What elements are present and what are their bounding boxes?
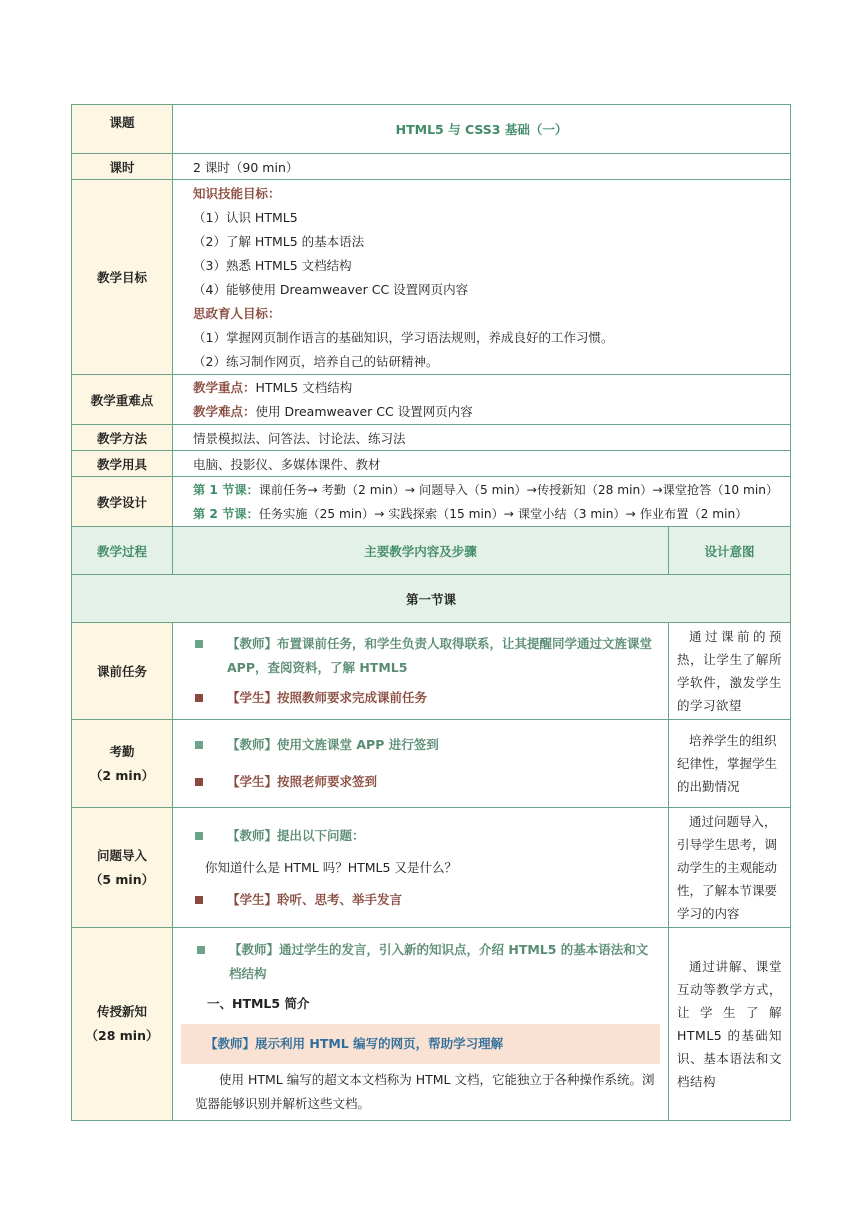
difficulty-value: 使用 Dreamweaver CC 设置网页内容	[255, 403, 473, 419]
square-bullet-icon	[195, 896, 203, 904]
section-title: 第一节课	[72, 575, 791, 623]
pre-task-label: 课前任务	[72, 623, 173, 720]
row-topic	[72, 105, 791, 154]
tools-value: 电脑、投影仪、多媒体课件、教材	[173, 451, 791, 477]
row-tools	[72, 451, 791, 477]
new-knowledge-content	[173, 928, 669, 1121]
attendance-intent: 培养学生的组织纪律性，掌握学生的出勤情况	[669, 720, 791, 808]
intro-content	[173, 808, 669, 928]
intro-intent: 通过问题导入，引导学生思考，调动学生的主观能动性，了解本节课要学习的内容	[669, 808, 791, 928]
key-points-label: 教学重难点	[72, 375, 173, 425]
knowledge-item: （1）认识 HTML5	[193, 210, 298, 225]
section-subheading: 一、HTML5 简介	[207, 996, 310, 1011]
knowledge-item: （4）能够使用 Dreamweaver CC 设置网页内容	[193, 282, 469, 297]
design-label: 教学设计	[72, 477, 173, 527]
attendance-label-cell	[72, 720, 173, 808]
student-item: 【学生】按照教师要求完成课前任务	[193, 686, 668, 710]
design-content	[173, 477, 791, 527]
square-bullet-icon	[195, 778, 203, 786]
ideology-item: （1）掌握网页制作语言的基础知识，学习语法规则，养成良好的工作习惯。	[193, 330, 614, 345]
attendance-content	[173, 720, 669, 808]
teacher-item: 【教师】布置课前任务，和学生负责人取得联系，让其提醒同学通过文旌课堂 APP，查阅资料，了解 HTML5	[193, 632, 668, 680]
knowledge-heading: 知识技能目标：	[193, 186, 281, 201]
hours-value: 2 课时（90 min）	[173, 154, 791, 180]
row-key-points	[72, 375, 791, 425]
lesson-plan-table	[71, 104, 791, 1121]
row-pre-task	[72, 623, 791, 720]
objectives-label: 教学目标	[72, 180, 173, 375]
hours-label: 课时	[72, 154, 173, 180]
teacher-banner: 【教师】展示利用 HTML 编写的网页，帮助学习理解	[181, 1024, 660, 1064]
page-title: HTML5 与 CSS3 基础（一）	[173, 105, 791, 154]
new-knowledge-time: （28 min）	[85, 1028, 159, 1043]
row-design	[72, 477, 791, 527]
key-label: 教学重点：	[193, 379, 256, 395]
knowledge-item: （3）熟悉 HTML5 文档结构	[193, 258, 352, 273]
process-header-col3: 设计意图	[669, 527, 791, 575]
intro-label: 问题导入	[96, 847, 147, 863]
intro-time: （5 min）	[89, 871, 155, 887]
square-bullet-icon	[195, 741, 203, 749]
ideology-heading: 思政育人目标：	[193, 306, 281, 321]
square-bullet-icon	[195, 832, 203, 840]
process-header-col2: 主要教学内容及步骤	[173, 527, 669, 575]
method-label: 教学方法	[72, 425, 173, 451]
knowledge-item: （2）了解 HTML5 的基本语法	[193, 234, 365, 249]
new-knowledge-intent: 通过讲解、课堂互动等教学方式，让学生了解 HTML5 的基础知识、基本语法和文档结构	[669, 928, 791, 1121]
square-bullet-icon	[195, 640, 203, 648]
teacher-item: 【教师】提出以下问题：	[193, 824, 668, 848]
row-new-knowledge	[72, 928, 791, 1121]
difficulty-label: 教学难点：	[193, 403, 256, 419]
lesson1-value: 课前任务→ 考勤（2 min）→ 问题导入（5 min）→传授新知（28 min）→课堂抢答（10 min）	[258, 482, 779, 497]
attendance-label: 考勤	[109, 743, 135, 759]
row-attendance	[72, 720, 791, 808]
student-item: 【学生】聆听、思考、举手发言	[193, 888, 668, 912]
lesson1-label: 第 1 节课：	[193, 482, 259, 497]
objectives-content	[173, 180, 791, 375]
key-value: HTML5 文档结构	[255, 379, 353, 395]
new-knowledge-label-cell	[72, 928, 173, 1121]
teacher-item: 【教师】使用文旌课堂 APP 进行签到	[193, 733, 668, 757]
lesson2-value: 任务实施（25 min）→ 实践探索（15 min）→ 课堂小结（3 min）→ 作业布置（2 min）	[258, 506, 748, 521]
teacher-item: 【教师】通过学生的发言，引入新的知识点，介绍 HTML5 的基本语法和文档结构	[195, 938, 660, 986]
square-bullet-icon	[197, 946, 205, 954]
pre-task-intent: 通过课前的预热，让学生了解所学软件，激发学生的学习欲望	[669, 623, 791, 720]
row-hours	[72, 154, 791, 180]
attendance-time: （2 min）	[89, 767, 155, 783]
pre-task-content	[173, 623, 669, 720]
row-method	[72, 425, 791, 451]
body-paragraph: 使用 HTML 编写的超文本文档称为 HTML 文档，它能独立于各种操作系统。浏览器能够识别并解析这些文档。	[195, 1072, 655, 1111]
row-objectives	[72, 180, 791, 375]
square-bullet-icon	[195, 694, 203, 702]
method-value: 情景模拟法、问答法、讨论法、练习法	[173, 425, 791, 451]
student-item: 【学生】按照老师要求签到	[193, 770, 668, 794]
row-intro	[72, 808, 791, 928]
lesson2-label: 第 2 节课：	[193, 506, 259, 521]
intro-question: 你知道什么是 HTML 吗？HTML5 又是什么？	[205, 859, 457, 875]
intro-label-cell	[72, 808, 173, 928]
new-knowledge-label: 传授新知	[96, 1004, 147, 1019]
row-process-header	[72, 527, 791, 575]
tools-label: 教学用具	[72, 451, 173, 477]
key-points-content	[173, 375, 791, 425]
process-header-col1: 教学过程	[72, 527, 173, 575]
topic-label: 课题	[72, 105, 173, 154]
row-section-title	[72, 575, 791, 623]
ideology-item: （2）练习制作网页，培养自己的钻研精神。	[193, 354, 439, 369]
